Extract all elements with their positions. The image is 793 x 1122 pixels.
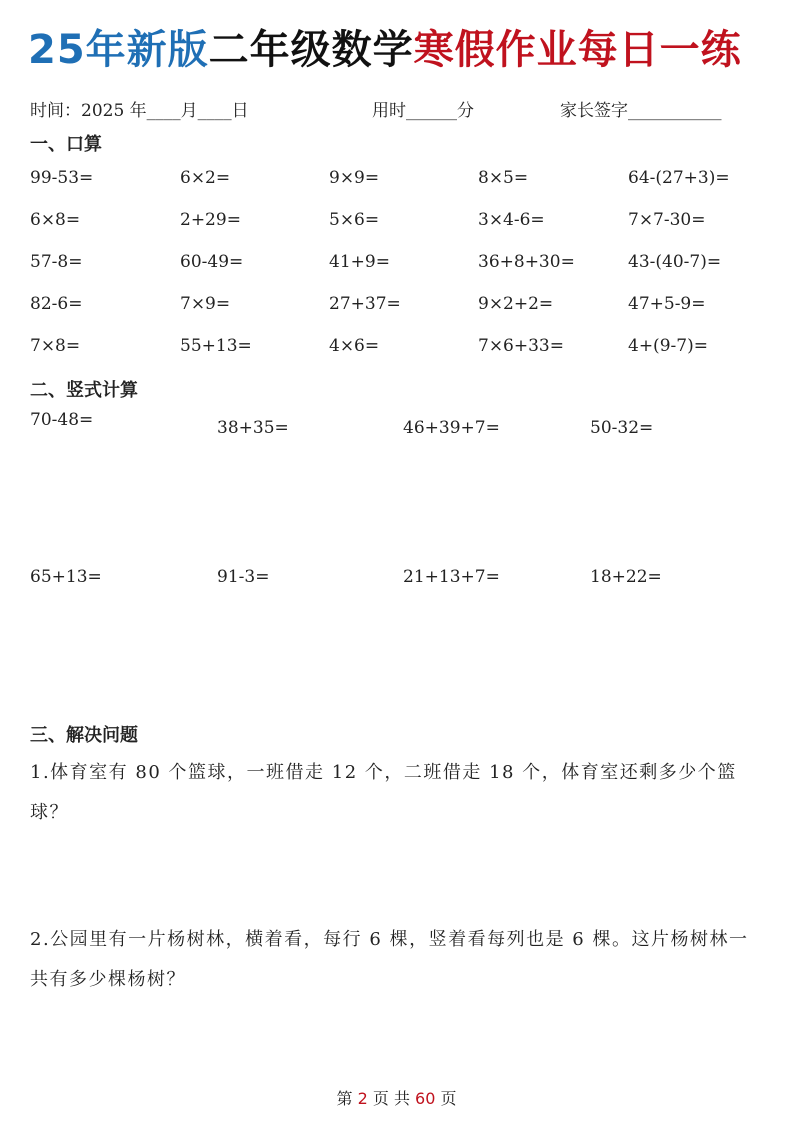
oral-item: 7×8= (30, 336, 81, 356)
title-homework-part: 寒假作业每日一练 (413, 27, 742, 73)
oral-item: 4×6= (329, 336, 380, 356)
oral-section-heading: 一、口算 (30, 134, 102, 155)
oral-row (30, 252, 770, 294)
oral-item: 47+5-9= (628, 294, 706, 314)
page-title (28, 24, 768, 76)
oral-item: 6×2= (180, 168, 231, 188)
vertical-item: 18+22= (590, 567, 662, 587)
title-year-part: 25年新版 (28, 27, 209, 73)
oral-item: 6×8= (30, 210, 81, 230)
oral-row (30, 210, 770, 252)
oral-item: 57-8= (30, 252, 83, 272)
vertical-item: 38+35= (217, 418, 289, 438)
footer-total-pages: 60 (415, 1089, 436, 1108)
oral-item: 82-6= (30, 294, 83, 314)
oral-item: 9×9= (329, 168, 380, 188)
oral-item: 4+(9-7)= (628, 336, 708, 356)
word-problem-1: 1.体育室有 80 个篮球，一班借走 12 个，二班借走 18 个，体育室还剩多少个篮球？ (30, 762, 737, 823)
vertical-item: 65+13= (30, 567, 102, 587)
footer-prefix: 第 (336, 1089, 353, 1108)
oral-item: 41+9= (329, 252, 390, 272)
problems-section-heading: 三、解决问题 (30, 725, 138, 746)
oral-item: 43-(40-7)= (628, 252, 722, 272)
footer-middle: 页 共 (372, 1089, 410, 1108)
oral-item: 99-53= (30, 168, 94, 188)
oral-item: 7×6+33= (478, 336, 564, 356)
oral-item: 7×7-30= (628, 210, 706, 230)
time-used-field: 用时______分 (372, 101, 474, 121)
oral-row (30, 168, 770, 210)
oral-item: 5×6= (329, 210, 380, 230)
vertical-item: 70-48= (30, 410, 94, 430)
oral-item: 36+8+30= (478, 252, 575, 272)
oral-item: 2+29= (180, 210, 241, 230)
oral-calculation-grid (30, 168, 770, 378)
footer-current-page: 2 (357, 1089, 368, 1108)
oral-row (30, 294, 770, 336)
oral-item: 60-49= (180, 252, 244, 272)
page-footer (0, 1086, 793, 1109)
vertical-item: 50-32= (590, 418, 654, 438)
parent-signature-field: 家长签字___________ (560, 101, 722, 121)
info-row (30, 96, 770, 122)
oral-item: 3×4-6= (478, 210, 545, 230)
footer-suffix: 页 (440, 1089, 457, 1108)
oral-item: 55+13= (180, 336, 252, 356)
vertical-item: 21+13+7= (403, 567, 500, 587)
oral-item: 64-(27+3)= (628, 168, 730, 188)
date-field: 时间：2025 年____月____日 (30, 101, 249, 121)
vertical-item: 46+39+7= (403, 418, 500, 438)
word-problem-2: 2.公园里有一片杨树林，横着看，每行 6 棵，竖着看每列也是 6 棵。这片杨树林一共有多少棵杨树？ (30, 929, 749, 990)
vertical-item: 91-3= (217, 567, 270, 587)
title-grade-part: 二年级数学 (208, 27, 414, 73)
oral-item: 9×2+2= (478, 294, 554, 314)
oral-item: 27+37= (329, 294, 401, 314)
oral-item: 8×5= (478, 168, 529, 188)
vertical-section-heading: 二、竖式计算 (30, 380, 138, 401)
oral-item: 7×9= (180, 294, 231, 314)
oral-row (30, 336, 770, 378)
